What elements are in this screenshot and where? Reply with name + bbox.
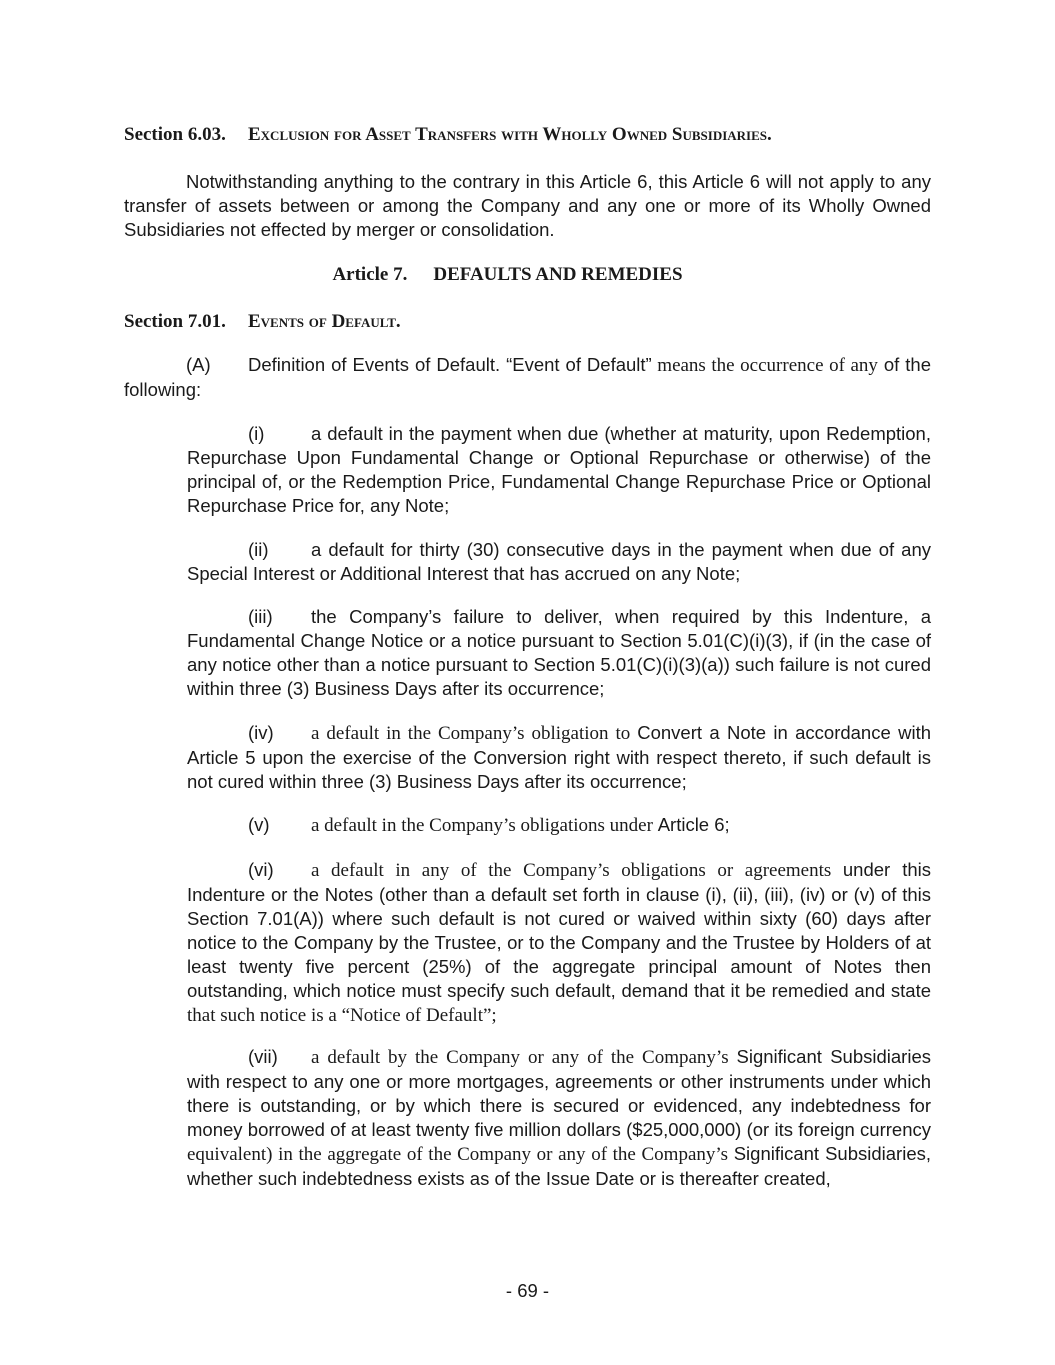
clause-text-serif: a default in the Company’s obligation to	[311, 723, 638, 744]
clause-vi	[187, 858, 931, 1028]
body-text: Notwithstanding anything to the contrary in this Article 6, this Article 6 will not apply to any transfer of assets between or among the Company and any one or more of its Wholly Owned Subsidiaries not effected by merger or consolidation.	[124, 171, 931, 240]
clause-text: a default for thirty (30) consecutive days in the payment when due of any Special Interest or Additional Interest that has accrued on any Note;	[187, 539, 931, 584]
clause-ii	[187, 538, 931, 586]
clause-label: (iv)	[248, 722, 274, 743]
section-number: Section 7.01.	[124, 311, 226, 332]
clause-i	[187, 422, 931, 518]
clause-label: (vii)	[248, 1046, 278, 1067]
clause-text: the Company’s failure to deliver, when required by this Indenture, a Fundamental Change Notice or a notice pursuant to Section 5.01(C)(i)(3), if (in the case of any notice other than a notice pursuant to Section 5.01(C)(i)(3)(a)) such failure is not cured within three (3) Business Days after its occurrence;	[187, 606, 931, 699]
article-number: Article 7.	[332, 264, 408, 285]
clause-text: Article 6;	[657, 814, 730, 835]
clause-text-serif-tail: equivalent) in the aggregate of the Company or any of the Company’s	[187, 1144, 734, 1165]
section-title: Exclusion for Asset Transfers with Wholly Owned Subsidiaries.	[248, 124, 772, 145]
section-number: Section 6.03.	[124, 124, 226, 145]
clause-text-serif-tail: that such notice is a “Notice of Default”;	[187, 1005, 497, 1026]
section-6-03-heading	[124, 124, 772, 146]
paragraph-label: (A)	[186, 354, 211, 375]
clause-label: (ii)	[248, 539, 269, 560]
article-7-heading	[0, 264, 1015, 286]
clause-label: (i)	[248, 423, 265, 444]
paragraph-text-serif: means the occurrence of any	[651, 355, 878, 376]
paragraph-text: Definition of Events of Default. “Event of Default”	[248, 354, 652, 375]
clause-v	[187, 813, 931, 838]
clause-text: a default in the payment when due (whether at maturity, upon Redemption, Repurchase Upon Fundamental Change or Optional Repurchase or otherwise) of the principal of, or the Redemption Price, Fundamental Change Repurchase Price or Optional Repurchase Price for, any Note;	[187, 423, 931, 516]
clause-text-serif: a default in any of the Company’s obligations or agreements	[311, 860, 843, 881]
clause-text: Significant Subsidiaries with respect to any one or more mortgages, agreements or other instruments under which there is outstanding, or by which there is secured or evidenced, any indebtedness for money borrowed of at least twenty five million dollars ($25,000,000) (or its foreign currency	[187, 1046, 931, 1140]
section-7-01-heading	[124, 311, 401, 333]
clause-label: (v)	[248, 814, 270, 835]
clause-label: (vi)	[248, 859, 274, 880]
clause-text-serif: a default in the Company’s obligations under	[311, 815, 658, 836]
article-title: DEFAULTS AND REMEDIES	[433, 264, 683, 285]
clause-text: Convert a Note in accordance with Article 5 upon the exercise of the Conversion right with respect thereto, if such default is not cured within three (3) Business Days after its occurrence;	[187, 722, 931, 792]
section-title: Events of Default.	[248, 311, 401, 332]
paragraph-text-tail: of the following:	[124, 354, 931, 400]
clause-vii	[187, 1045, 931, 1191]
page-number: - 69 -	[505, 1280, 550, 1301]
section-6-03-body	[124, 170, 931, 242]
clause-text: under this Indenture or the Notes (other than a default set forth in clause (i), (ii), (iii), (iv) or (v) of this Section 7.01(A)) where such default is not cured or waived within sixty (60) days after notice to the Company by the Trustee, or to the Company and the Trustee by Holders of at least twenty five percent (25%) of the aggregate principal amount of Notes then outstanding, which notice must specify such default, demand that it be remedied and state	[187, 859, 931, 1001]
clause-text-tail: Significant Subsidiaries, whether such indebtedness exists as of the Issue Date or is thereafter created,	[187, 1143, 931, 1189]
clause-iii	[187, 605, 931, 701]
clause-label: (iii)	[248, 606, 273, 627]
clause-iv	[187, 721, 931, 794]
clause-text-serif: a default by the Company or any of the Company’s	[311, 1047, 737, 1068]
paragraph-a	[124, 353, 931, 402]
